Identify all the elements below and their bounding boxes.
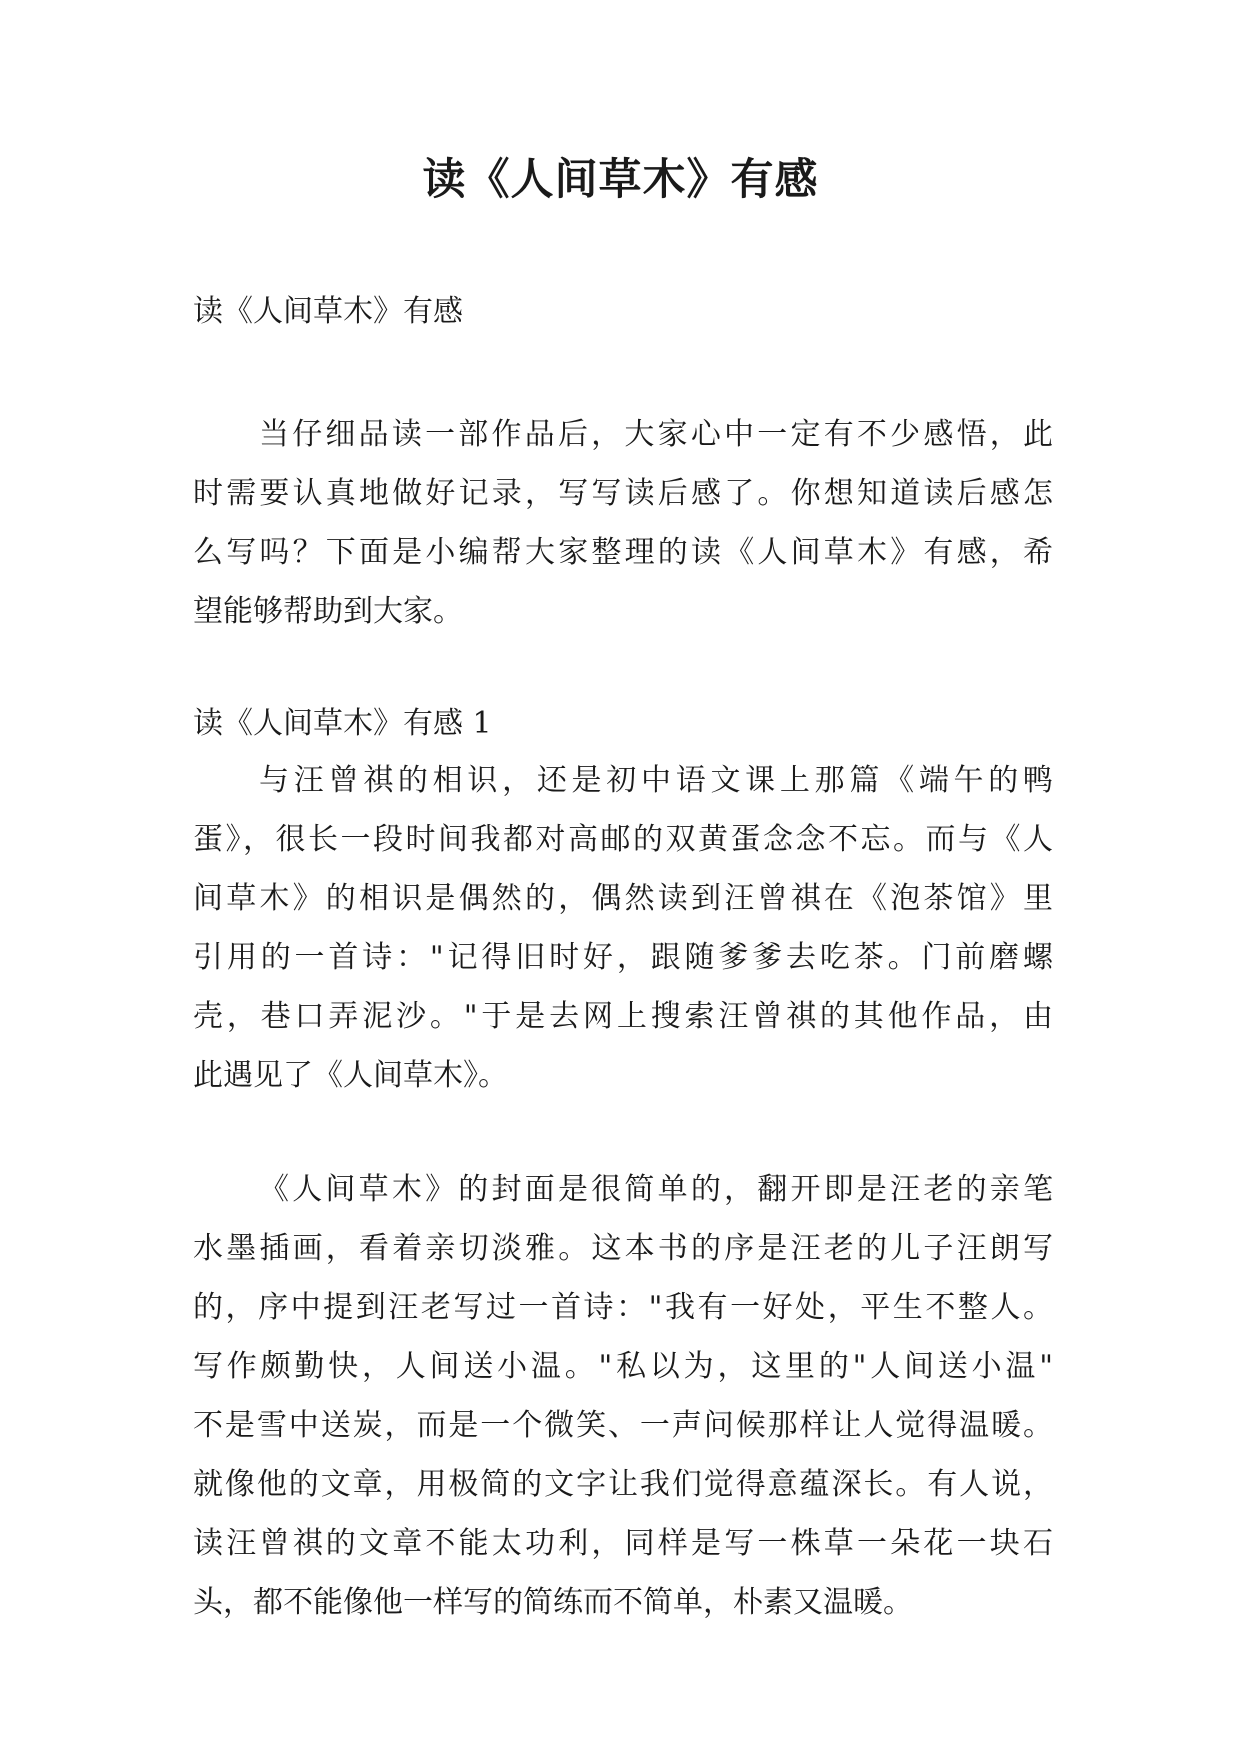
paragraph-line: 此遇见了《人间草木》。 xyxy=(193,1058,508,1093)
paragraph-line: 蛋》，很长一段时间我都对高邮的双黄蛋念念不忘。而与《人 xyxy=(193,822,1053,857)
paragraph-line: 引用的一首诗："记得旧时好，跟随爹爹去吃茶。门前磨螺 xyxy=(193,940,1053,975)
paragraph-line: 当仔细品读一部作品后，大家心中一定有不少感悟，此 xyxy=(259,417,1053,452)
intro-paragraph xyxy=(193,405,1053,641)
subtitle: 读《人间草木》有感 xyxy=(193,294,463,329)
page-title: 读《人间草木》有感 xyxy=(422,155,819,205)
paragraph-line: 么写吗？下面是小编帮大家整理的读《人间草木》有感，希 xyxy=(193,535,1053,570)
body-paragraph-1 xyxy=(193,751,1053,1105)
body-paragraph-2 xyxy=(193,1160,1053,1632)
paragraph-line: 壳，巷口弄泥沙。"于是去网上搜索汪曾祺的其他作品，由 xyxy=(193,999,1053,1034)
paragraph-line: 写作颇勤快，人间送小温。"私以为，这里的"人间送小温" xyxy=(193,1349,1053,1384)
paragraph-line: 读汪曾祺的文章不能太功利，同样是写一株草一朵花一块石 xyxy=(193,1526,1053,1561)
paragraph-line: 水墨插画，看着亲切淡雅。这本书的序是汪老的儿子汪朗写 xyxy=(193,1231,1053,1266)
paragraph-line: 的，序中提到汪老写过一首诗："我有一好处，平生不整人。 xyxy=(193,1290,1053,1325)
paragraph-line: 头，都不能像他一样写的简练而不简单，朴素又温暖。 xyxy=(193,1585,913,1620)
paragraph-line: 就像他的文章，用极简的文字让我们觉得意蕴深长。有人说， xyxy=(193,1467,1053,1502)
paragraph-line: 望能够帮助到大家。 xyxy=(193,594,463,629)
paragraph-line: 时需要认真地做好记录，写写读后感了。你想知道读后感怎 xyxy=(193,476,1053,511)
paragraph-line: 与汪曾祺的相识，还是初中语文课上那篇《端午的鸭 xyxy=(259,763,1053,798)
paragraph-line: 间草木》的相识是偶然的，偶然读到汪曾祺在《泡茶馆》里 xyxy=(193,881,1053,916)
paragraph-line: 不是雪中送炭，而是一个微笑、一声问候那样让人觉得温暖。 xyxy=(193,1408,1053,1443)
paragraph-line: 《人间草木》的封面是很简单的，翻开即是汪老的亲笔 xyxy=(259,1172,1053,1207)
section-heading: 读《人间草木》有感 1 xyxy=(193,706,492,741)
